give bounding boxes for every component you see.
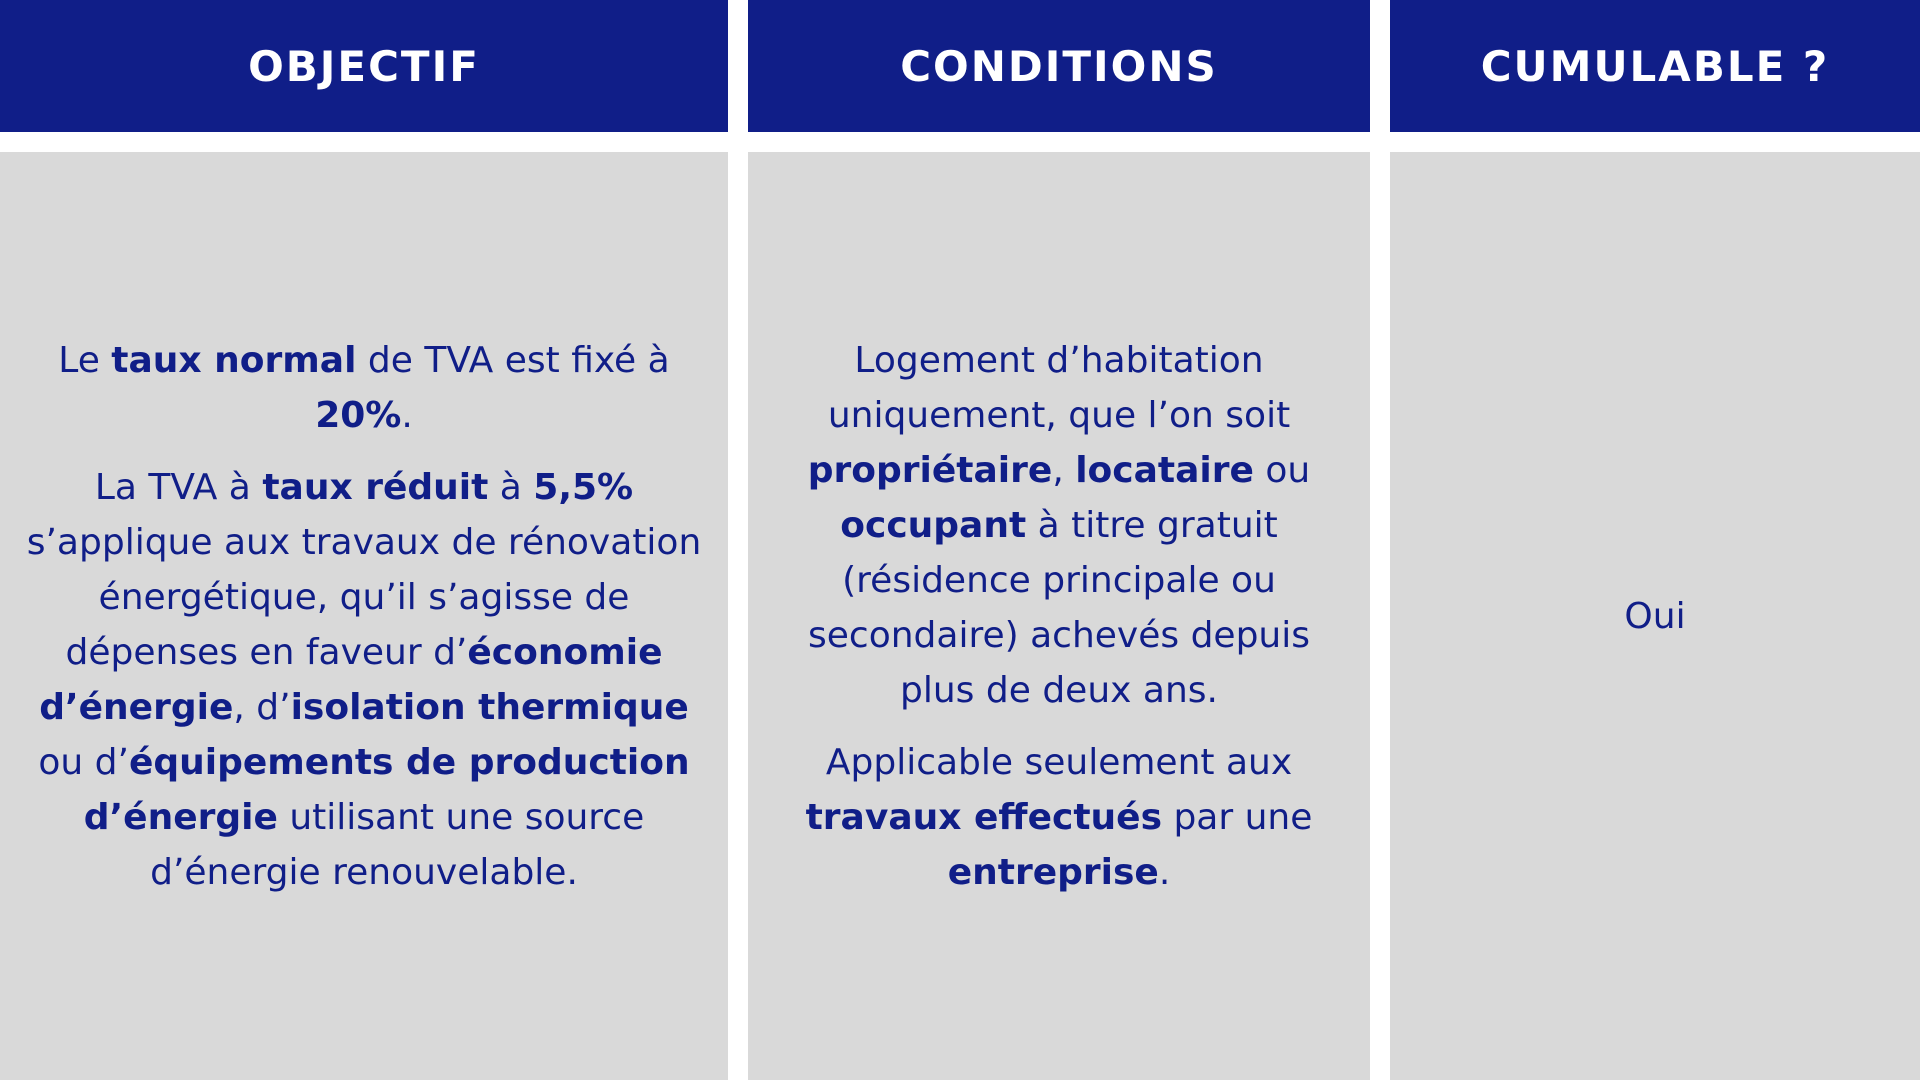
- bold-fragment: économie d’énergie: [39, 631, 663, 728]
- text-fragment: Le: [58, 339, 112, 381]
- header-objectif: [0, 0, 728, 132]
- text-fragment: à: [488, 466, 534, 508]
- text-fragment: .: [1158, 851, 1171, 893]
- bold-fragment: taux normal: [111, 339, 357, 381]
- cell-cumulable: [1390, 152, 1920, 1080]
- bold-fragment: 20%: [315, 394, 402, 436]
- text-fragment: s’applique aux travaux de rénovation énergétique, qu’il s’agisse de dépenses en faveur d’: [26, 521, 702, 673]
- column-cumulable: [1390, 0, 1920, 637]
- text-fragment: par une: [1162, 796, 1313, 838]
- cumulable-value: Oui: [1624, 595, 1686, 637]
- cell-objectif: [0, 152, 728, 1080]
- bold-fragment: entreprise: [947, 851, 1159, 893]
- header-conditions: [748, 0, 1370, 132]
- conditions-paragraph-2: [788, 735, 1330, 900]
- header-cumulable: [1390, 0, 1920, 132]
- bold-fragment: 5,5%: [533, 466, 634, 508]
- column-objectif: [0, 0, 728, 893]
- bold-fragment: locataire: [1075, 449, 1254, 491]
- text-fragment: .: [401, 394, 413, 436]
- objectif-paragraph-2: [16, 460, 712, 900]
- text-fragment: La TVA à: [94, 466, 263, 508]
- text-fragment: ou: [1253, 449, 1311, 491]
- bold-fragment: occupant: [840, 504, 1027, 546]
- text-fragment: ,: [1052, 449, 1076, 491]
- text-fragment: Applicable seulement aux: [825, 741, 1293, 783]
- header-objectif-label: OBJECTIF: [248, 41, 480, 91]
- bold-fragment: taux réduit: [262, 466, 489, 508]
- column-conditions: [748, 0, 1370, 893]
- bold-fragment: équipements de production d’énergie: [83, 741, 690, 838]
- conditions-paragraph-1: [788, 333, 1330, 718]
- bold-fragment: travaux effectués: [805, 796, 1163, 838]
- bold-fragment: isolation thermique: [290, 686, 689, 728]
- text-fragment: à titre gratuit (résidence principale ou secondaire) achevés depuis plus de deux ans.: [808, 504, 1310, 711]
- text-fragment: ou d’: [38, 741, 129, 783]
- text-fragment: , d’: [233, 686, 291, 728]
- header-cumulable-label: CUMULABLE ?: [1480, 41, 1830, 91]
- text-fragment: Logement d’habitation uniquement, que l’on soit: [827, 339, 1291, 436]
- text-fragment: utilisant une source d’énergie renouvelable.: [150, 796, 645, 893]
- bold-fragment: propriétaire: [807, 449, 1053, 491]
- objectif-paragraph-1: [16, 333, 712, 443]
- header-conditions-label: CONDITIONS: [900, 41, 1218, 91]
- cell-conditions: [748, 152, 1370, 1080]
- text-fragment: de TVA est fixé à: [356, 339, 670, 381]
